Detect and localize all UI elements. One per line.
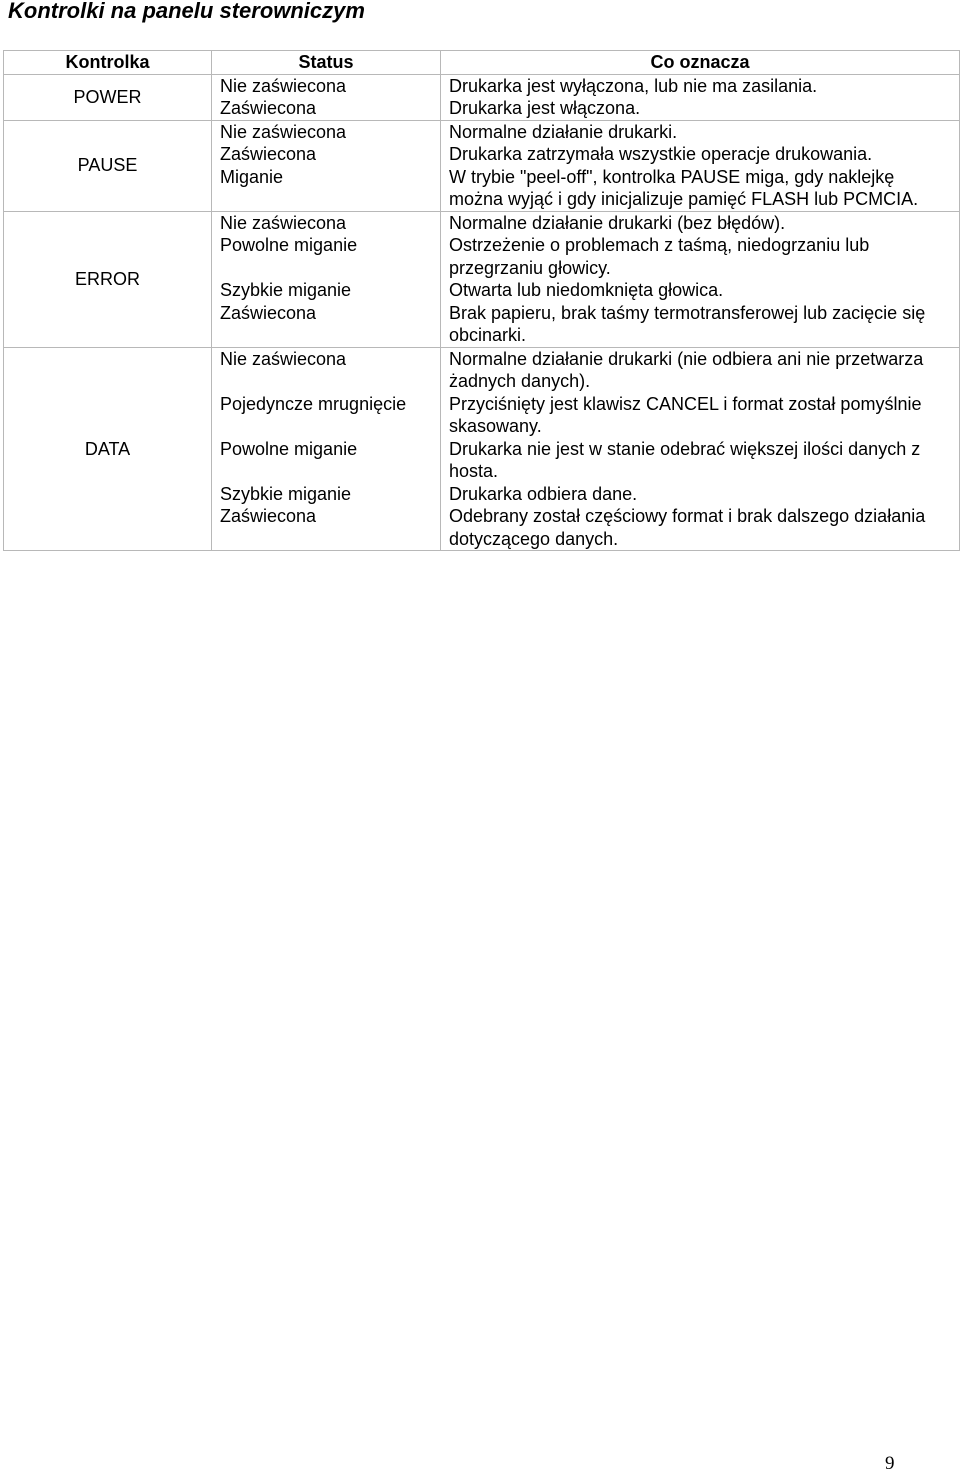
meaning-text: Normalne działanie drukarki (bez błędów). xyxy=(449,212,786,233)
table-row-group-error xyxy=(4,211,960,347)
meaning-text: Drukarka zatrzymała wszystkie operacje drukowania. xyxy=(449,144,873,164)
table-row-group-power xyxy=(4,74,960,120)
page-number: 9 xyxy=(885,1453,895,1474)
status-text: Zaświecona xyxy=(220,302,317,323)
meaning-text: Drukarka jest włączona. xyxy=(449,98,641,118)
meaning-cell xyxy=(441,211,960,347)
status-text: Szybkie miganie xyxy=(220,483,352,504)
meaning-text: Odebrany został częściowy format i brak dalszego działania dotyczącego danych. xyxy=(449,506,926,549)
table-row-group-data xyxy=(4,347,960,551)
status-text: Miganie xyxy=(220,166,284,187)
status-text: Pojedyncze mrugnięcie xyxy=(220,393,407,414)
status-text: Zaświecona xyxy=(220,144,317,164)
status-cell xyxy=(212,74,441,120)
control-name-error: ERROR xyxy=(4,211,212,347)
status-cell xyxy=(212,120,441,211)
status-cell xyxy=(212,347,441,551)
status-text: Zaświecona xyxy=(220,98,317,118)
meaning-cell xyxy=(441,74,960,120)
meaning-text: Drukarka jest wyłączona, lub nie ma zasilania. xyxy=(449,75,818,96)
meaning-text: Przyciśnięty jest klawisz CANCEL i format został pomyślnie skasowany. xyxy=(449,393,922,436)
header-control: Kontrolka xyxy=(4,51,212,75)
control-name-power: POWER xyxy=(4,74,212,120)
meaning-text: Otwarta lub niedomknięta głowica. xyxy=(449,280,724,300)
status-text: Nie zaświecona xyxy=(220,348,347,369)
status-text: Powolne miganie xyxy=(220,438,358,459)
status-cell xyxy=(212,211,441,347)
meaning-cell xyxy=(441,347,960,551)
control-name-data: DATA xyxy=(4,347,212,551)
table-row-group-pause xyxy=(4,120,960,211)
status-text: Nie zaświecona xyxy=(220,121,347,142)
meaning-text: Ostrzeżenie o problemach z taśmą, niedogrzaniu lub przegrzaniu głowicy. xyxy=(449,235,870,278)
table-header-row xyxy=(4,51,960,75)
status-text: Powolne miganie xyxy=(220,235,358,255)
page-title: Kontrolki na panelu sterowniczym xyxy=(8,0,365,23)
status-text: Zaświecona xyxy=(220,506,317,526)
status-text: Szybkie miganie xyxy=(220,280,352,300)
indicator-status-table xyxy=(3,50,960,551)
header-status: Status xyxy=(212,51,441,75)
meaning-text: Drukarka odbiera dane. xyxy=(449,483,638,504)
header-meaning: Co oznacza xyxy=(441,51,960,75)
meaning-text: Brak papieru, brak taśmy termotransferowej lub zacięcie się obcinarki. xyxy=(449,302,926,345)
status-text: Nie zaświecona xyxy=(220,75,347,96)
meaning-text: Normalne działanie drukarki. xyxy=(449,121,678,142)
status-text: Nie zaświecona xyxy=(220,212,347,233)
meaning-cell xyxy=(441,120,960,211)
meaning-text: Drukarka nie jest w stanie odebrać większej ilości danych z hosta. xyxy=(449,438,921,481)
control-name-pause: PAUSE xyxy=(4,120,212,211)
meaning-text: Normalne działanie drukarki (nie odbiera ani nie przetwarza żadnych danych). xyxy=(449,348,924,391)
meaning-text: W trybie "peel-off", kontrolka PAUSE miga, gdy naklejkę można wyjąć i gdy inicjalizuje pamięć FLASH lub PCMCIA. xyxy=(449,166,919,209)
